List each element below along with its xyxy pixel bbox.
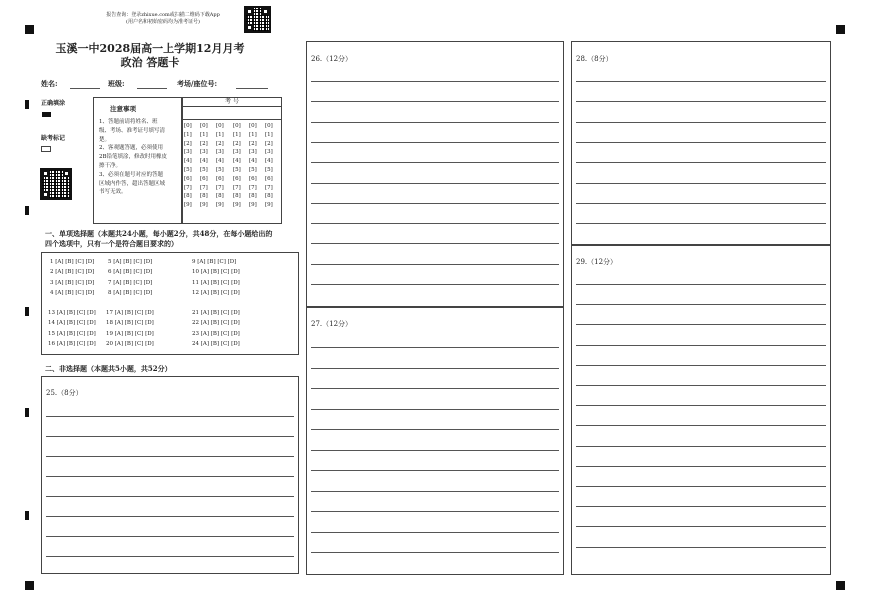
- exam-id-digit-bubble[interactable]: [3]: [216, 149, 224, 156]
- writing-line: [576, 81, 826, 82]
- qr-code-icon: [244, 6, 271, 33]
- choice-question-row[interactable]: 18 [A] [B] [C] [D]: [106, 320, 154, 327]
- choice-question-row[interactable]: 16 [A] [B] [C] [D]: [48, 340, 96, 347]
- writing-line: [311, 162, 559, 163]
- writing-line: [576, 101, 826, 102]
- notes-title: 注意事项: [110, 105, 136, 113]
- question-title-q25: 25.（8分）: [46, 389, 83, 397]
- section2-heading: 二、非选择题（本题共5小题，共52分）: [45, 364, 172, 373]
- choice-question-row[interactable]: 22 [A] [B] [C] [D]: [192, 320, 240, 327]
- exam-id-header: 考 号: [182, 97, 282, 107]
- writing-line: [576, 142, 826, 143]
- writing-line: [576, 365, 826, 366]
- exam-id-digit-bubble[interactable]: [3]: [184, 149, 192, 156]
- writing-line: [46, 456, 294, 457]
- exam-id-digit-bubble[interactable]: [0]: [184, 123, 192, 129]
- choice-question-row[interactable]: 17 [A] [B] [C] [D]: [106, 310, 154, 316]
- writing-line: [576, 385, 826, 386]
- report-notice: [88, 12, 238, 26]
- choice-question-row[interactable]: 5 [A] [B] [C] [D]: [108, 259, 153, 265]
- writing-line: [311, 368, 559, 369]
- exam-id-digit-bubble[interactable]: [8]: [233, 193, 241, 200]
- writing-line: [311, 409, 559, 410]
- writing-line: [46, 416, 294, 417]
- exam-id-digit-bubble[interactable]: [5]: [200, 166, 208, 173]
- exam-id-digit-bubble[interactable]: [9]: [249, 202, 257, 209]
- writing-line: [576, 486, 826, 487]
- writing-line: [311, 347, 559, 348]
- writing-line: [311, 122, 559, 123]
- exam-id-digit-bubble[interactable]: [6]: [265, 175, 273, 182]
- exam-id-digit-bubble[interactable]: [6]: [216, 175, 224, 182]
- notes-item: 1、答题前请将姓名、班: [99, 119, 158, 125]
- exam-id-digit-bubble[interactable]: [7]: [265, 184, 273, 191]
- notes-item: 2、客观题答题，必须使用: [99, 145, 164, 152]
- page-title: [45, 42, 255, 70]
- exam-id-digit-bubble[interactable]: [2]: [184, 140, 192, 147]
- exam-id-digit-bubble[interactable]: [1]: [216, 131, 224, 138]
- exam-id-digit-bubble[interactable]: [4]: [200, 158, 208, 165]
- exam-id-digit-bubble[interactable]: [9]: [233, 202, 241, 209]
- writing-line: [311, 388, 559, 389]
- choice-group: [106, 308, 154, 349]
- writing-line: [46, 476, 294, 477]
- exam-id-digit-bubble[interactable]: [1]: [200, 131, 208, 138]
- exam-id-digit-bubble[interactable]: [9]: [265, 202, 273, 209]
- writing-line: [576, 466, 826, 467]
- writing-line: [311, 101, 559, 102]
- exam-id-digit-column: [216, 122, 224, 210]
- exam-id-digit-bubble[interactable]: [8]: [265, 193, 273, 200]
- exam-id-digit-column: [200, 122, 208, 210]
- choice-question-row[interactable]: 1 [A] [B] [C] [D]: [50, 259, 95, 265]
- writing-line: [576, 526, 826, 527]
- exam-id-digit-column: [184, 122, 192, 210]
- name-field[interactable]: [70, 88, 100, 89]
- exam-id-digit-bubble[interactable]: [8]: [184, 193, 192, 200]
- writing-line: [311, 511, 559, 512]
- class-label: 班级:: [108, 79, 125, 88]
- exam-id-digit-column: [265, 122, 273, 210]
- writing-line: [311, 142, 559, 143]
- exam-id-digit-bubble[interactable]: [5]: [184, 166, 192, 173]
- writing-line: [576, 324, 826, 325]
- correct-fill-example: [42, 112, 51, 117]
- notes-item: 楚。: [99, 136, 111, 143]
- name-label: 姓名:: [41, 79, 58, 88]
- section1-heading-line1: 一、单项选择题（本题共24小题，每小题2分，共48分，在每小题给出的: [45, 229, 273, 238]
- writing-line: [311, 183, 559, 184]
- writing-line: [576, 345, 826, 346]
- corner-mark-top-right: [836, 25, 845, 34]
- exam-id-digit-bubble[interactable]: [1]: [249, 131, 257, 138]
- choice-question-row[interactable]: 10 [A] [B] [C] [D]: [192, 269, 240, 276]
- exam-id-digit-bubble[interactable]: [6]: [184, 175, 192, 182]
- answer-box-q28[interactable]: [571, 41, 831, 245]
- writing-line: [311, 81, 559, 82]
- writing-line: [576, 506, 826, 507]
- exam-id-digit-bubble[interactable]: [7]: [200, 184, 208, 191]
- notes-item: 级、考场、准考证号填写清: [99, 127, 166, 134]
- choice-group: [48, 308, 96, 349]
- exam-id-digit-bubble[interactable]: [5]: [216, 166, 224, 173]
- writing-line: [311, 243, 559, 244]
- choice-question-row[interactable]: 11 [A] [B] [C] [D]: [192, 279, 240, 286]
- corner-mark-top-left: [25, 25, 34, 34]
- writing-line: [46, 496, 294, 497]
- exam-id-digit-bubble[interactable]: [7]: [249, 184, 257, 191]
- exam-id-digit-bubble[interactable]: [3]: [200, 149, 208, 156]
- choice-question-row[interactable]: 8 [A] [B] [C] [D]: [108, 289, 153, 296]
- exam-id-digit-bubble[interactable]: [6]: [249, 175, 257, 182]
- writing-line: [311, 470, 559, 471]
- corner-mark-bottom-left: [25, 581, 34, 590]
- exam-id-digit-bubble[interactable]: [4]: [216, 158, 224, 165]
- notes-item: 区域内作答，超出答题区域: [99, 180, 166, 187]
- timing-mark: [25, 206, 29, 215]
- writing-line: [576, 425, 826, 426]
- writing-line: [46, 536, 294, 537]
- writing-line: [576, 284, 826, 285]
- choice-question-row[interactable]: 13 [A] [B] [C] [D]: [48, 310, 96, 316]
- report-notice-line2: (用户名和初始密码均为准考证号): [126, 19, 200, 25]
- writing-line: [311, 203, 559, 204]
- writing-line: [576, 223, 826, 224]
- writing-line: [46, 516, 294, 517]
- choice-group: [192, 257, 240, 298]
- choice-question-row[interactable]: 4 [A] [B] [C] [D]: [50, 289, 95, 296]
- exam-id-digit-bubble[interactable]: [7]: [216, 184, 224, 191]
- writing-line: [311, 552, 559, 553]
- choice-question-row[interactable]: 15 [A] [B] [C] [D]: [48, 330, 96, 337]
- writing-line: [46, 556, 294, 557]
- exam-id-digit-bubble[interactable]: [0]: [265, 123, 273, 129]
- exam-id-digit-bubble[interactable]: [8]: [200, 193, 208, 200]
- choice-question-row[interactable]: 24 [A] [B] [C] [D]: [192, 340, 240, 347]
- exam-id-digit-bubble[interactable]: [4]: [249, 158, 257, 165]
- exam-id-digit-bubble[interactable]: [6]: [233, 175, 241, 182]
- writing-line: [576, 162, 826, 163]
- absent-mark-box[interactable]: [41, 146, 51, 152]
- writing-line: [576, 405, 826, 406]
- exam-id-digit-bubble[interactable]: [2]: [265, 140, 273, 147]
- exam-id-digit-bubble[interactable]: [9]: [216, 202, 224, 209]
- room-seat-field[interactable]: [236, 88, 268, 89]
- exam-id-digit-bubble[interactable]: [2]: [200, 140, 208, 147]
- notes-list: [99, 118, 167, 197]
- writing-line: [311, 450, 559, 451]
- writing-line: [576, 122, 826, 123]
- question-title-q29: 29.（12分）: [576, 258, 618, 266]
- exam-id-digit-bubble[interactable]: [1]: [233, 131, 241, 138]
- timing-mark: [25, 100, 29, 109]
- exam-id-digit-bubble[interactable]: [9]: [200, 202, 208, 209]
- choice-question-row[interactable]: 14 [A] [B] [C] [D]: [48, 320, 96, 327]
- exam-id-digit-bubble[interactable]: [4]: [184, 158, 192, 165]
- exam-id-digit-bubble[interactable]: [2]: [233, 140, 241, 147]
- exam-id-digit-bubble[interactable]: [7]: [184, 184, 192, 191]
- writing-line: [311, 491, 559, 492]
- timing-mark: [25, 307, 29, 316]
- exam-id-digit-bubble[interactable]: [8]: [249, 193, 257, 200]
- writing-line: [311, 284, 559, 285]
- choice-question-row[interactable]: 7 [A] [B] [C] [D]: [108, 279, 153, 286]
- exam-id-digit-bubble[interactable]: [0]: [200, 123, 208, 129]
- exam-id-digit-bubble[interactable]: [5]: [233, 166, 241, 173]
- notes-item: 擦干净。: [99, 162, 122, 169]
- exam-id-digit-bubble[interactable]: [0]: [216, 123, 224, 129]
- writing-line: [576, 446, 826, 447]
- class-field[interactable]: [137, 88, 167, 89]
- choice-question-row[interactable]: 23 [A] [B] [C] [D]: [192, 330, 240, 337]
- title-line2: 政治 答题卡: [120, 56, 180, 69]
- qr-code-icon: [40, 168, 72, 200]
- exam-id-digit-bubble[interactable]: [9]: [184, 202, 192, 209]
- exam-id-digit-bubble[interactable]: [2]: [216, 140, 224, 147]
- choice-question-row[interactable]: 19 [A] [B] [C] [D]: [106, 330, 154, 337]
- writing-line: [311, 429, 559, 430]
- exam-id-digit-column: [233, 122, 241, 210]
- writing-line: [46, 436, 294, 437]
- exam-id-digit-column: [249, 122, 257, 210]
- writing-line: [576, 203, 826, 204]
- choice-question-row[interactable]: 6 [A] [B] [C] [D]: [108, 269, 153, 276]
- exam-id-digit-bubble[interactable]: [5]: [249, 166, 257, 173]
- timing-mark: [25, 408, 29, 417]
- choice-question-row[interactable]: 12 [A] [B] [C] [D]: [192, 289, 240, 296]
- report-notice-line1: 报告查询：登录zhixue.com或扫描二维码下载App: [106, 12, 220, 18]
- question-title-q28: 28.（8分）: [576, 55, 613, 63]
- absent-mark-label: 缺考标记: [41, 135, 66, 142]
- exam-id-digit-bubble[interactable]: [1]: [184, 131, 192, 138]
- writing-line: [576, 304, 826, 305]
- choice-group: [192, 308, 240, 349]
- exam-id-digit-bubble[interactable]: [2]: [249, 140, 257, 147]
- choice-question-row[interactable]: 21 [A] [B] [C] [D]: [192, 310, 240, 316]
- choice-group: [50, 257, 94, 298]
- answer-box-q25[interactable]: [41, 376, 299, 574]
- choice-question-row[interactable]: 9 [A] [B] [C] [D]: [192, 259, 237, 265]
- correct-fill-label: 正确填涂: [41, 100, 66, 107]
- exam-id-entry-row: [182, 107, 282, 120]
- question-title-q26: 26.（12分）: [311, 55, 353, 63]
- exam-id-digit-bubble[interactable]: [3]: [265, 149, 273, 156]
- writing-line: [311, 223, 559, 224]
- exam-id-digit-bubble[interactable]: [4]: [265, 158, 273, 165]
- corner-mark-bottom-right: [836, 581, 845, 590]
- choice-question-row[interactable]: 3 [A] [B] [C] [D]: [50, 279, 95, 286]
- exam-id-digit-bubble[interactable]: [5]: [265, 166, 273, 173]
- exam-id-digit-bubble[interactable]: [0]: [233, 123, 241, 129]
- choice-group: [108, 257, 152, 298]
- timing-mark: [25, 511, 29, 520]
- choice-question-row[interactable]: 2 [A] [B] [C] [D]: [50, 269, 95, 276]
- notes-item: 3、必须在题号对应的答题: [99, 171, 164, 178]
- exam-id-digit-bubble[interactable]: [6]: [200, 175, 208, 182]
- notes-item: 书写无效。: [99, 189, 127, 196]
- choice-question-row[interactable]: 20 [A] [B] [C] [D]: [106, 340, 154, 347]
- writing-line: [311, 532, 559, 533]
- section1-heading-line2: 四个选项中，只有一个是符合题目要求的）: [45, 239, 178, 248]
- writing-line: [311, 264, 559, 265]
- exam-id-digit-bubble[interactable]: [3]: [233, 149, 241, 156]
- exam-id-digit-bubble[interactable]: [8]: [216, 193, 224, 200]
- section1-heading: [45, 229, 272, 249]
- exam-id-digit-bubble[interactable]: [4]: [233, 158, 241, 165]
- question-title-q27: 27.（12分）: [311, 320, 353, 328]
- room-seat-label: 考场/座位号:: [177, 79, 218, 88]
- exam-id-digit-bubble[interactable]: [1]: [265, 131, 273, 138]
- writing-line: [576, 183, 826, 184]
- title-line1: 玉溪一中2028届高一上学期12月月考: [55, 42, 245, 55]
- exam-id-digit-bubble[interactable]: [7]: [233, 184, 241, 191]
- notes-item: 2B铅笔填涂，修改时用橡皮: [99, 154, 168, 161]
- exam-id-digit-bubble[interactable]: [3]: [249, 149, 257, 156]
- writing-line: [576, 547, 826, 548]
- exam-id-digit-bubble[interactable]: [0]: [249, 123, 257, 129]
